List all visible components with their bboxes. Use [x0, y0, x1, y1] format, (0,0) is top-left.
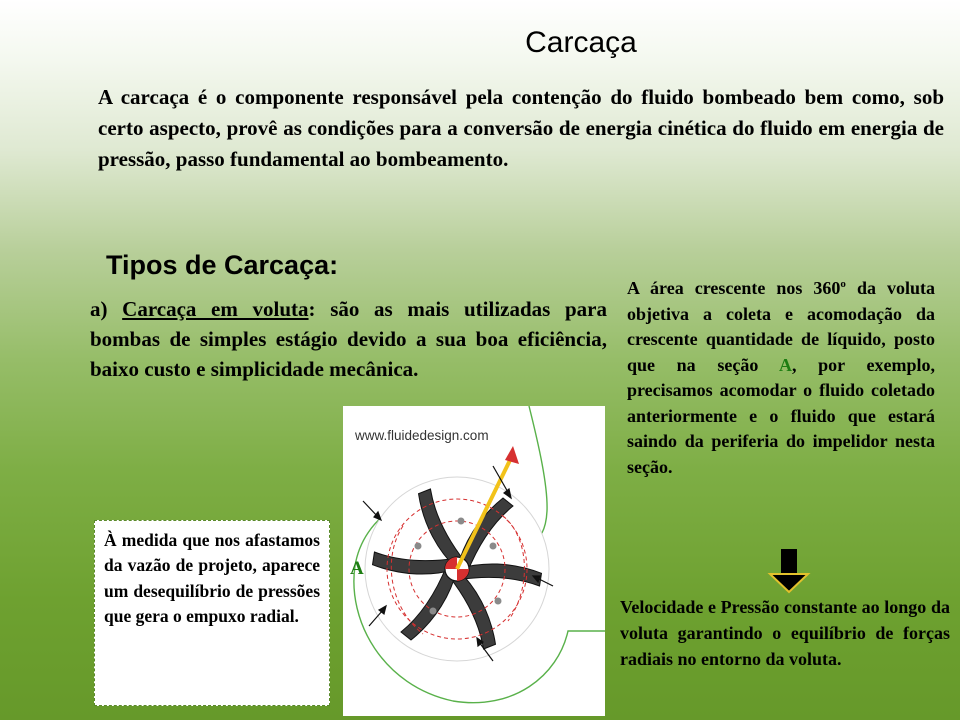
velocity-note: Velocidade e Pressão constante ao longo da voluta garantindo o equilíbrio de forças radiais no entorno da voluta. — [620, 597, 950, 669]
area-note-part1: A área crescente nos 360 — [627, 278, 841, 298]
radial-thrust-note: À medida que nos afastamos da vazão de projeto, aparece um desequilíbrio de pressões que gera o empuxo radial. — [94, 520, 330, 706]
area-note — [627, 272, 935, 480]
section-a-label: A — [350, 558, 364, 579]
degree-mark: o — [840, 278, 846, 290]
section-a-reference: A — [779, 354, 792, 375]
volute-term: Carcaça em voluta — [122, 297, 309, 321]
volute-description — [90, 294, 607, 384]
area-note-part2: da voluta objetiva a coleta e acomodação da crescente quantidade de líquido, posto que na seção — [627, 278, 935, 375]
intro-paragraph: A carcaça é o componente responsável pela contenção do fluido bombeado bem como, sob certo aspecto, provê as condições para a conversão de energia cinética do fluido em energia de pressão, passo fundamental ao bombeamento. — [98, 85, 944, 171]
volute-body: : são as mais utilizadas para bombas de simples estágio devido a sua boa eficiência, baixo custo e simplicidade mecânica. — [90, 297, 608, 381]
diagram-watermark: www.fluidedesign.com — [355, 428, 489, 443]
slide-title: Carcaça — [525, 26, 637, 59]
types-heading: Tipos de Carcaça: — [106, 250, 339, 280]
volute-prefix: a) — [90, 297, 123, 321]
area-note-part3: , por exemplo, precisamos acomodar o fluido coletado anteriormente e o fluido que estará saindo da periferia do impelidor nesta seção. — [627, 354, 935, 477]
down-arrow-icon — [766, 548, 812, 594]
volute-pump-diagram — [343, 406, 605, 716]
